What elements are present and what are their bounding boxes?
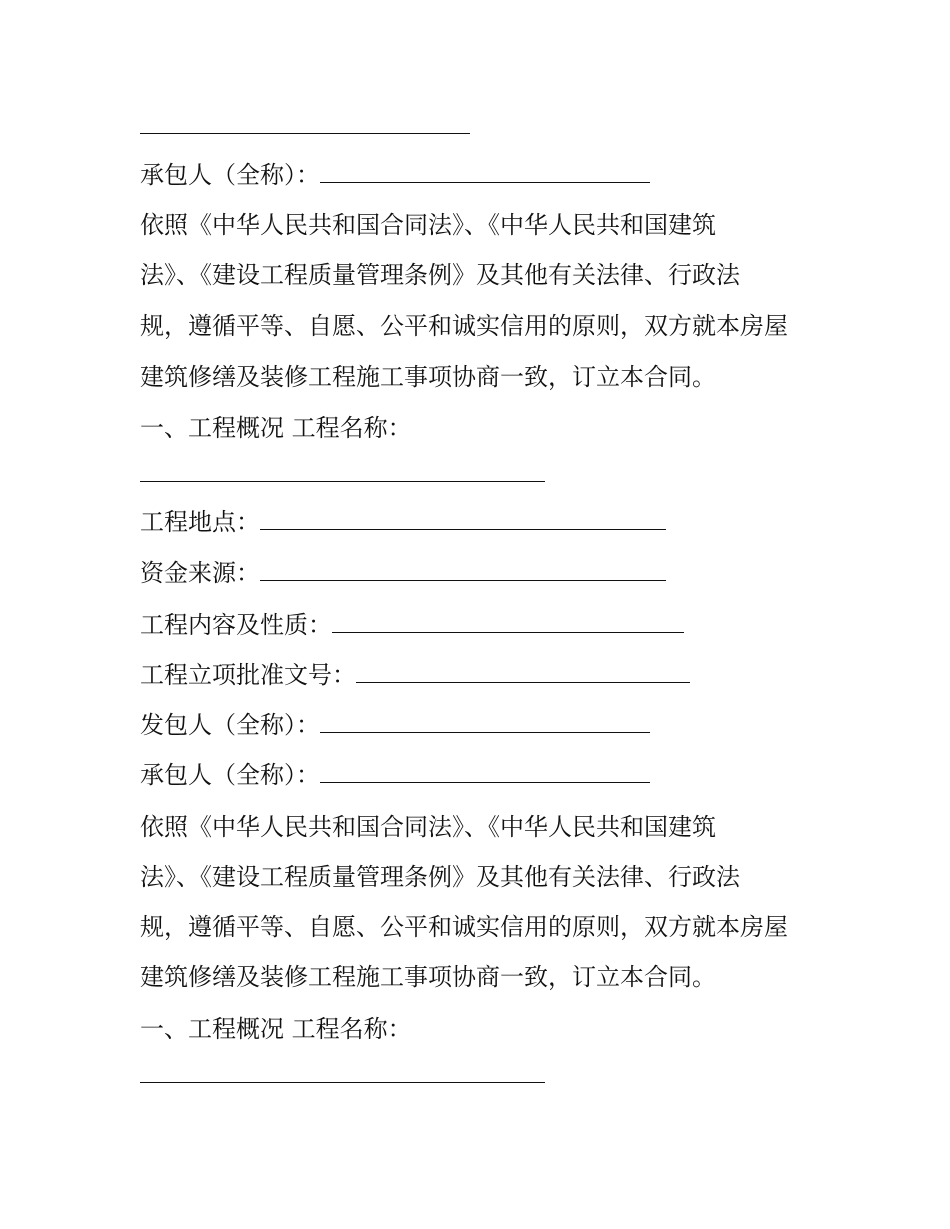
paragraph-line: 法》、《建设工程质量管理条例》及其他有关法律、行政法 bbox=[140, 261, 740, 289]
blank-line bbox=[356, 660, 690, 683]
blank-line bbox=[332, 610, 684, 633]
content-field bbox=[140, 610, 684, 640]
field-label: 工程立项批准文号： bbox=[140, 661, 356, 689]
field-label: 承包人（全称）： bbox=[140, 761, 320, 789]
contractor-field-1 bbox=[140, 160, 650, 190]
field-label: 资金来源： bbox=[140, 559, 260, 587]
blank-line bbox=[320, 160, 650, 183]
blank-line bbox=[320, 710, 650, 733]
paragraph-line: 规，遵循平等、自愿、公平和诚实信用的原则，双方就本房屋 bbox=[140, 312, 788, 340]
blank-line bbox=[320, 760, 650, 783]
paragraph-line: 建筑修缮及装修工程施工事项协商一致，订立本合同。 bbox=[140, 363, 716, 391]
field-label: 发包人（全称）： bbox=[140, 711, 320, 739]
paragraph-line: 法》、《建设工程质量管理条例》及其他有关法律、行政法 bbox=[140, 863, 740, 891]
blank-line-project-name bbox=[140, 481, 545, 482]
paragraph-line: 建筑修缮及装修工程施工事项协商一致，订立本合同。 bbox=[140, 963, 716, 991]
field-label: 工程内容及性质： bbox=[140, 611, 332, 639]
approval-field bbox=[140, 660, 690, 690]
paragraph-line: 规，遵循平等、自愿、公平和诚实信用的原则，双方就本房屋 bbox=[140, 913, 788, 941]
location-field bbox=[140, 507, 666, 537]
contractor-field-2 bbox=[140, 760, 650, 790]
blank-line bbox=[260, 507, 666, 530]
field-label: 工程地点： bbox=[140, 508, 260, 536]
funding-field bbox=[140, 558, 666, 588]
section-heading: 一、工程概况 工程名称： bbox=[140, 1015, 412, 1043]
blank-line-top bbox=[140, 133, 470, 134]
blank-line-project-name bbox=[140, 1082, 545, 1083]
field-label: 承包人（全称）： bbox=[140, 161, 320, 189]
paragraph-line: 依照《中华人民共和国合同法》、《中华人民共和国建筑 bbox=[140, 813, 716, 841]
blank-line bbox=[260, 558, 666, 581]
paragraph-line: 依照《中华人民共和国合同法》、《中华人民共和国建筑 bbox=[140, 211, 716, 239]
employer-field bbox=[140, 710, 650, 740]
section-heading: 一、工程概况 工程名称： bbox=[140, 414, 412, 442]
